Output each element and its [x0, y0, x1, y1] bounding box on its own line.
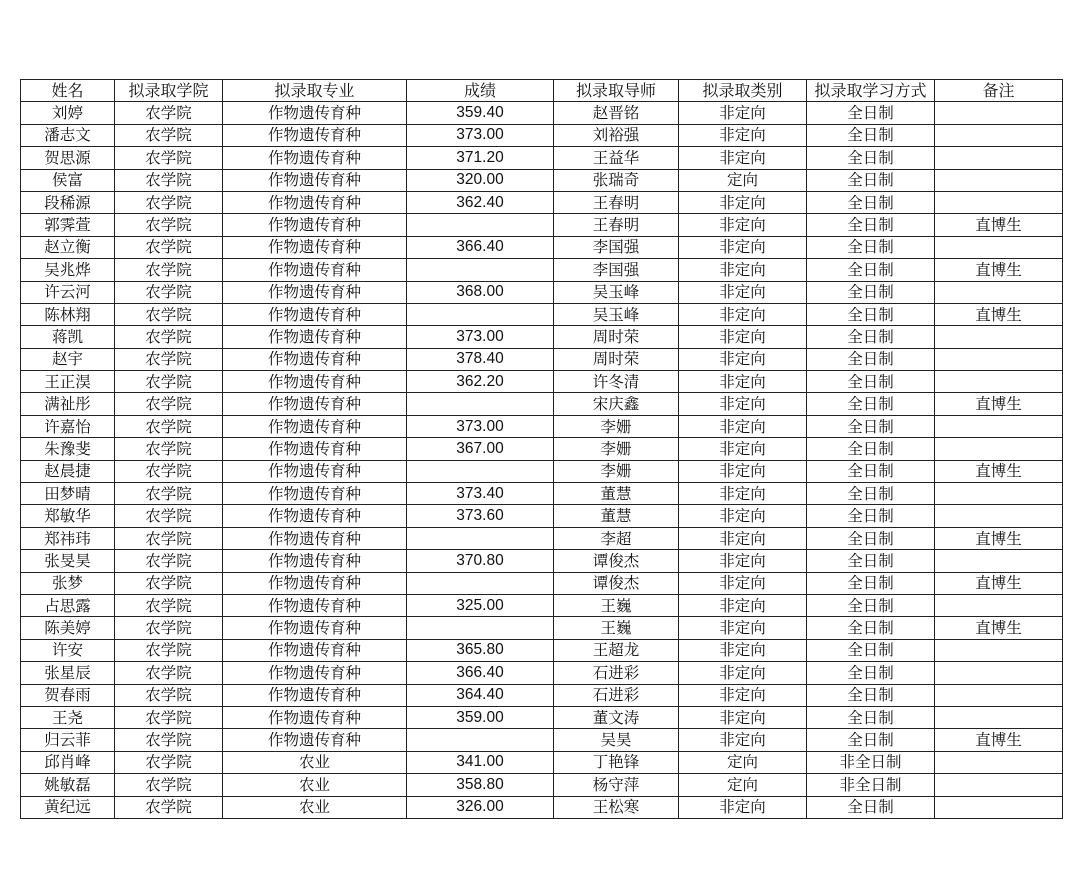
table-body — [21, 102, 1063, 819]
category-cell: 非定向 — [679, 572, 807, 594]
student-name-cell: 张星辰 — [21, 662, 115, 684]
major-cell: 作物遗传育种 — [223, 147, 407, 169]
major-cell: 作物遗传育种 — [223, 191, 407, 213]
advisor-cell: 王巍 — [554, 617, 679, 639]
score-cell: 364.40 — [407, 684, 554, 706]
category-cell: 非定向 — [679, 796, 807, 818]
category-cell: 非定向 — [679, 617, 807, 639]
score-cell: 362.40 — [407, 191, 554, 213]
major-cell: 农业 — [223, 751, 407, 773]
remarks-cell: 直博生 — [935, 729, 1063, 751]
major-cell: 作物遗传育种 — [223, 617, 407, 639]
student-name-cell: 许云河 — [21, 281, 115, 303]
college-cell: 农学院 — [115, 796, 223, 818]
major-cell: 作物遗传育种 — [223, 438, 407, 460]
college-cell: 农学院 — [115, 102, 223, 124]
score-cell: 366.40 — [407, 662, 554, 684]
remarks-cell — [935, 662, 1063, 684]
table-row — [21, 527, 1063, 549]
student-name-cell: 贺春雨 — [21, 684, 115, 706]
advisor-cell: 杨守萍 — [554, 774, 679, 796]
college-cell: 农学院 — [115, 572, 223, 594]
major-cell: 农业 — [223, 774, 407, 796]
student-name-cell: 王正淏 — [21, 371, 115, 393]
student-name-cell: 田梦晴 — [21, 483, 115, 505]
header-score: 成绩 — [407, 80, 554, 102]
remarks-cell — [935, 281, 1063, 303]
student-name-cell: 黄纪远 — [21, 796, 115, 818]
major-cell: 作物遗传育种 — [223, 639, 407, 661]
table-row — [21, 281, 1063, 303]
category-cell: 非定向 — [679, 483, 807, 505]
study-mode-cell: 全日制 — [807, 527, 935, 549]
table-row — [21, 438, 1063, 460]
advisor-cell: 石进彩 — [554, 662, 679, 684]
college-cell: 农学院 — [115, 550, 223, 572]
remarks-cell — [935, 147, 1063, 169]
table-row — [21, 415, 1063, 437]
student-name-cell: 贺思源 — [21, 147, 115, 169]
advisor-cell: 石进彩 — [554, 684, 679, 706]
advisor-cell: 李国强 — [554, 236, 679, 258]
study-mode-cell: 全日制 — [807, 706, 935, 728]
student-name-cell: 满祉彤 — [21, 393, 115, 415]
advisor-cell: 丁艳锋 — [554, 751, 679, 773]
advisor-cell: 吴玉峰 — [554, 303, 679, 325]
student-name-cell: 张旻昊 — [21, 550, 115, 572]
college-cell: 农学院 — [115, 326, 223, 348]
score-cell: 365.80 — [407, 639, 554, 661]
table-row — [21, 662, 1063, 684]
student-name-cell: 侯富 — [21, 169, 115, 191]
study-mode-cell: 全日制 — [807, 124, 935, 146]
category-cell: 定向 — [679, 774, 807, 796]
score-cell — [407, 572, 554, 594]
score-cell: 358.80 — [407, 774, 554, 796]
table-row — [21, 393, 1063, 415]
remarks-cell: 直博生 — [935, 527, 1063, 549]
student-name-cell: 赵晨捷 — [21, 460, 115, 482]
admission-table — [20, 79, 1063, 819]
major-cell: 农业 — [223, 796, 407, 818]
table-row — [21, 348, 1063, 370]
score-cell: 378.40 — [407, 348, 554, 370]
study-mode-cell: 全日制 — [807, 483, 935, 505]
score-cell: 373.40 — [407, 483, 554, 505]
score-cell — [407, 259, 554, 281]
advisor-cell: 吴玉峰 — [554, 281, 679, 303]
score-cell: 341.00 — [407, 751, 554, 773]
college-cell: 农学院 — [115, 729, 223, 751]
table-row — [21, 102, 1063, 124]
table-row — [21, 191, 1063, 213]
study-mode-cell: 全日制 — [807, 572, 935, 594]
category-cell: 非定向 — [679, 527, 807, 549]
category-cell: 非定向 — [679, 505, 807, 527]
college-cell: 农学院 — [115, 505, 223, 527]
major-cell: 作物遗传育种 — [223, 169, 407, 191]
remarks-cell — [935, 371, 1063, 393]
study-mode-cell: 全日制 — [807, 348, 935, 370]
category-cell: 非定向 — [679, 662, 807, 684]
category-cell: 非定向 — [679, 214, 807, 236]
header-major: 拟录取专业 — [223, 80, 407, 102]
study-mode-cell: 全日制 — [807, 102, 935, 124]
category-cell: 非定向 — [679, 281, 807, 303]
study-mode-cell: 全日制 — [807, 303, 935, 325]
table-row — [21, 303, 1063, 325]
header-name: 姓名 — [21, 80, 115, 102]
college-cell: 农学院 — [115, 639, 223, 661]
study-mode-cell: 全日制 — [807, 617, 935, 639]
college-cell: 农学院 — [115, 774, 223, 796]
category-cell: 非定向 — [679, 371, 807, 393]
student-name-cell: 姚敏磊 — [21, 774, 115, 796]
category-cell: 非定向 — [679, 706, 807, 728]
college-cell: 农学院 — [115, 393, 223, 415]
table-row — [21, 124, 1063, 146]
category-cell: 定向 — [679, 169, 807, 191]
remarks-cell — [935, 191, 1063, 213]
major-cell: 作物遗传育种 — [223, 348, 407, 370]
score-cell — [407, 214, 554, 236]
advisor-cell: 李姗 — [554, 438, 679, 460]
score-cell: 359.00 — [407, 706, 554, 728]
study-mode-cell: 全日制 — [807, 326, 935, 348]
study-mode-cell: 全日制 — [807, 415, 935, 437]
study-mode-cell: 全日制 — [807, 371, 935, 393]
major-cell: 作物遗传育种 — [223, 236, 407, 258]
remarks-cell — [935, 550, 1063, 572]
table-row — [21, 371, 1063, 393]
category-cell: 非定向 — [679, 124, 807, 146]
student-name-cell: 郑敏华 — [21, 505, 115, 527]
study-mode-cell: 全日制 — [807, 147, 935, 169]
remarks-cell — [935, 483, 1063, 505]
remarks-cell — [935, 796, 1063, 818]
study-mode-cell: 全日制 — [807, 169, 935, 191]
college-cell: 农学院 — [115, 281, 223, 303]
major-cell: 作物遗传育种 — [223, 303, 407, 325]
category-cell: 定向 — [679, 751, 807, 773]
table-row — [21, 483, 1063, 505]
score-cell — [407, 393, 554, 415]
score-cell — [407, 460, 554, 482]
advisor-cell: 李超 — [554, 527, 679, 549]
major-cell: 作物遗传育种 — [223, 460, 407, 482]
category-cell: 非定向 — [679, 236, 807, 258]
study-mode-cell: 全日制 — [807, 684, 935, 706]
advisor-cell: 李国强 — [554, 259, 679, 281]
score-cell: 325.00 — [407, 594, 554, 616]
major-cell: 作物遗传育种 — [223, 572, 407, 594]
remarks-cell: 直博生 — [935, 259, 1063, 281]
remarks-cell — [935, 684, 1063, 706]
table-row — [21, 259, 1063, 281]
college-cell: 农学院 — [115, 684, 223, 706]
study-mode-cell: 全日制 — [807, 662, 935, 684]
score-cell: 371.20 — [407, 147, 554, 169]
college-cell: 农学院 — [115, 460, 223, 482]
table-row — [21, 147, 1063, 169]
table-row — [21, 550, 1063, 572]
category-cell: 非定向 — [679, 102, 807, 124]
remarks-cell — [935, 706, 1063, 728]
advisor-cell: 张瑞奇 — [554, 169, 679, 191]
category-cell: 非定向 — [679, 594, 807, 616]
college-cell: 农学院 — [115, 438, 223, 460]
category-cell: 非定向 — [679, 326, 807, 348]
remarks-cell — [935, 236, 1063, 258]
table-row — [21, 169, 1063, 191]
college-cell: 农学院 — [115, 371, 223, 393]
remarks-cell — [935, 169, 1063, 191]
student-name-cell: 张梦 — [21, 572, 115, 594]
table-row — [21, 751, 1063, 773]
advisor-cell: 王松寒 — [554, 796, 679, 818]
college-cell: 农学院 — [115, 169, 223, 191]
table-row — [21, 572, 1063, 594]
score-cell: 362.20 — [407, 371, 554, 393]
major-cell: 作物遗传育种 — [223, 326, 407, 348]
study-mode-cell: 非全日制 — [807, 774, 935, 796]
advisor-cell: 赵晋铭 — [554, 102, 679, 124]
college-cell: 农学院 — [115, 527, 223, 549]
remarks-cell — [935, 326, 1063, 348]
study-mode-cell: 全日制 — [807, 191, 935, 213]
category-cell: 非定向 — [679, 550, 807, 572]
table-row — [21, 460, 1063, 482]
remarks-cell — [935, 124, 1063, 146]
college-cell: 农学院 — [115, 191, 223, 213]
college-cell: 农学院 — [115, 662, 223, 684]
advisor-cell: 李姗 — [554, 415, 679, 437]
table-row — [21, 774, 1063, 796]
college-cell: 农学院 — [115, 147, 223, 169]
remarks-cell: 直博生 — [935, 303, 1063, 325]
score-cell: 367.00 — [407, 438, 554, 460]
category-cell: 非定向 — [679, 729, 807, 751]
college-cell: 农学院 — [115, 706, 223, 728]
score-cell — [407, 617, 554, 639]
study-mode-cell: 全日制 — [807, 438, 935, 460]
major-cell: 作物遗传育种 — [223, 594, 407, 616]
score-cell — [407, 729, 554, 751]
advisor-cell: 李姗 — [554, 460, 679, 482]
table-row — [21, 214, 1063, 236]
student-name-cell: 段稀源 — [21, 191, 115, 213]
header-study-mode: 拟录取学习方式 — [807, 80, 935, 102]
student-name-cell: 归云菲 — [21, 729, 115, 751]
category-cell: 非定向 — [679, 147, 807, 169]
advisor-cell: 王春明 — [554, 214, 679, 236]
college-cell: 农学院 — [115, 483, 223, 505]
student-name-cell: 吴兆烨 — [21, 259, 115, 281]
remarks-cell — [935, 505, 1063, 527]
table-row — [21, 729, 1063, 751]
study-mode-cell: 全日制 — [807, 796, 935, 818]
header-college: 拟录取学院 — [115, 80, 223, 102]
score-cell — [407, 303, 554, 325]
score-cell: 359.40 — [407, 102, 554, 124]
score-cell: 320.00 — [407, 169, 554, 191]
study-mode-cell: 全日制 — [807, 214, 935, 236]
advisor-cell: 王益华 — [554, 147, 679, 169]
advisor-cell: 王巍 — [554, 594, 679, 616]
advisor-cell: 吴昊 — [554, 729, 679, 751]
category-cell: 非定向 — [679, 348, 807, 370]
study-mode-cell: 全日制 — [807, 460, 935, 482]
college-cell: 农学院 — [115, 617, 223, 639]
major-cell: 作物遗传育种 — [223, 729, 407, 751]
study-mode-cell: 全日制 — [807, 729, 935, 751]
score-cell: 366.40 — [407, 236, 554, 258]
category-cell: 非定向 — [679, 415, 807, 437]
student-name-cell: 陈美婷 — [21, 617, 115, 639]
score-cell — [407, 527, 554, 549]
student-name-cell: 邱肖峰 — [21, 751, 115, 773]
advisor-cell: 周时荣 — [554, 326, 679, 348]
major-cell: 作物遗传育种 — [223, 662, 407, 684]
major-cell: 作物遗传育种 — [223, 102, 407, 124]
category-cell: 非定向 — [679, 303, 807, 325]
college-cell: 农学院 — [115, 594, 223, 616]
major-cell: 作物遗传育种 — [223, 505, 407, 527]
advisor-cell: 谭俊杰 — [554, 572, 679, 594]
study-mode-cell: 全日制 — [807, 550, 935, 572]
advisor-cell: 王春明 — [554, 191, 679, 213]
student-name-cell: 潘志文 — [21, 124, 115, 146]
major-cell: 作物遗传育种 — [223, 393, 407, 415]
college-cell: 农学院 — [115, 124, 223, 146]
table-row — [21, 594, 1063, 616]
student-name-cell: 许嘉怡 — [21, 415, 115, 437]
remarks-cell — [935, 415, 1063, 437]
study-mode-cell: 全日制 — [807, 393, 935, 415]
category-cell: 非定向 — [679, 460, 807, 482]
college-cell: 农学院 — [115, 751, 223, 773]
category-cell: 非定向 — [679, 259, 807, 281]
college-cell: 农学院 — [115, 415, 223, 437]
remarks-cell: 直博生 — [935, 393, 1063, 415]
student-name-cell: 蒋凯 — [21, 326, 115, 348]
advisor-cell: 董慧 — [554, 505, 679, 527]
study-mode-cell: 全日制 — [807, 505, 935, 527]
score-cell: 370.80 — [407, 550, 554, 572]
score-cell: 373.60 — [407, 505, 554, 527]
remarks-cell — [935, 102, 1063, 124]
college-cell: 农学院 — [115, 259, 223, 281]
remarks-cell: 直博生 — [935, 460, 1063, 482]
remarks-cell — [935, 594, 1063, 616]
category-cell: 非定向 — [679, 684, 807, 706]
major-cell: 作物遗传育种 — [223, 124, 407, 146]
major-cell: 作物遗传育种 — [223, 684, 407, 706]
score-cell: 326.00 — [407, 796, 554, 818]
category-cell: 非定向 — [679, 191, 807, 213]
student-name-cell: 朱豫斐 — [21, 438, 115, 460]
major-cell: 作物遗传育种 — [223, 706, 407, 728]
table-row — [21, 684, 1063, 706]
major-cell: 作物遗传育种 — [223, 259, 407, 281]
table-row — [21, 617, 1063, 639]
advisor-cell: 刘裕强 — [554, 124, 679, 146]
college-cell: 农学院 — [115, 236, 223, 258]
study-mode-cell: 全日制 — [807, 259, 935, 281]
advisor-cell: 董文涛 — [554, 706, 679, 728]
student-name-cell: 郑祎玮 — [21, 527, 115, 549]
student-name-cell: 刘婷 — [21, 102, 115, 124]
advisor-cell: 谭俊杰 — [554, 550, 679, 572]
major-cell: 作物遗传育种 — [223, 483, 407, 505]
header-category: 拟录取类别 — [679, 80, 807, 102]
student-name-cell: 王尧 — [21, 706, 115, 728]
college-cell: 农学院 — [115, 303, 223, 325]
header-remarks: 备注 — [935, 80, 1063, 102]
college-cell: 农学院 — [115, 214, 223, 236]
advisor-cell: 宋庆鑫 — [554, 393, 679, 415]
table-row — [21, 639, 1063, 661]
advisor-cell: 周时荣 — [554, 348, 679, 370]
major-cell: 作物遗传育种 — [223, 415, 407, 437]
header-row — [21, 80, 1063, 102]
major-cell: 作物遗传育种 — [223, 550, 407, 572]
major-cell: 作物遗传育种 — [223, 371, 407, 393]
remarks-cell — [935, 348, 1063, 370]
score-cell: 373.00 — [407, 124, 554, 146]
category-cell: 非定向 — [679, 438, 807, 460]
study-mode-cell: 全日制 — [807, 594, 935, 616]
major-cell: 作物遗传育种 — [223, 281, 407, 303]
score-cell: 373.00 — [407, 415, 554, 437]
remarks-cell — [935, 438, 1063, 460]
student-name-cell: 郭霁萱 — [21, 214, 115, 236]
remarks-cell: 直博生 — [935, 214, 1063, 236]
remarks-cell — [935, 639, 1063, 661]
advisor-cell: 王超龙 — [554, 639, 679, 661]
student-name-cell: 许安 — [21, 639, 115, 661]
advisor-cell: 董慧 — [554, 483, 679, 505]
category-cell: 非定向 — [679, 639, 807, 661]
study-mode-cell: 全日制 — [807, 281, 935, 303]
major-cell: 作物遗传育种 — [223, 214, 407, 236]
student-name-cell: 赵立衡 — [21, 236, 115, 258]
remarks-cell: 直博生 — [935, 617, 1063, 639]
remarks-cell — [935, 751, 1063, 773]
study-mode-cell: 全日制 — [807, 639, 935, 661]
study-mode-cell: 非全日制 — [807, 751, 935, 773]
remarks-cell: 直博生 — [935, 572, 1063, 594]
student-name-cell: 赵宇 — [21, 348, 115, 370]
score-cell: 368.00 — [407, 281, 554, 303]
table-row — [21, 796, 1063, 818]
student-name-cell: 陈林翔 — [21, 303, 115, 325]
advisor-cell: 许冬清 — [554, 371, 679, 393]
table-row — [21, 236, 1063, 258]
table-row — [21, 326, 1063, 348]
major-cell: 作物遗传育种 — [223, 527, 407, 549]
study-mode-cell: 全日制 — [807, 236, 935, 258]
header-advisor: 拟录取导师 — [554, 80, 679, 102]
score-cell: 373.00 — [407, 326, 554, 348]
remarks-cell — [935, 774, 1063, 796]
category-cell: 非定向 — [679, 393, 807, 415]
student-name-cell: 占思露 — [21, 594, 115, 616]
college-cell: 农学院 — [115, 348, 223, 370]
table-row — [21, 706, 1063, 728]
table-row — [21, 505, 1063, 527]
